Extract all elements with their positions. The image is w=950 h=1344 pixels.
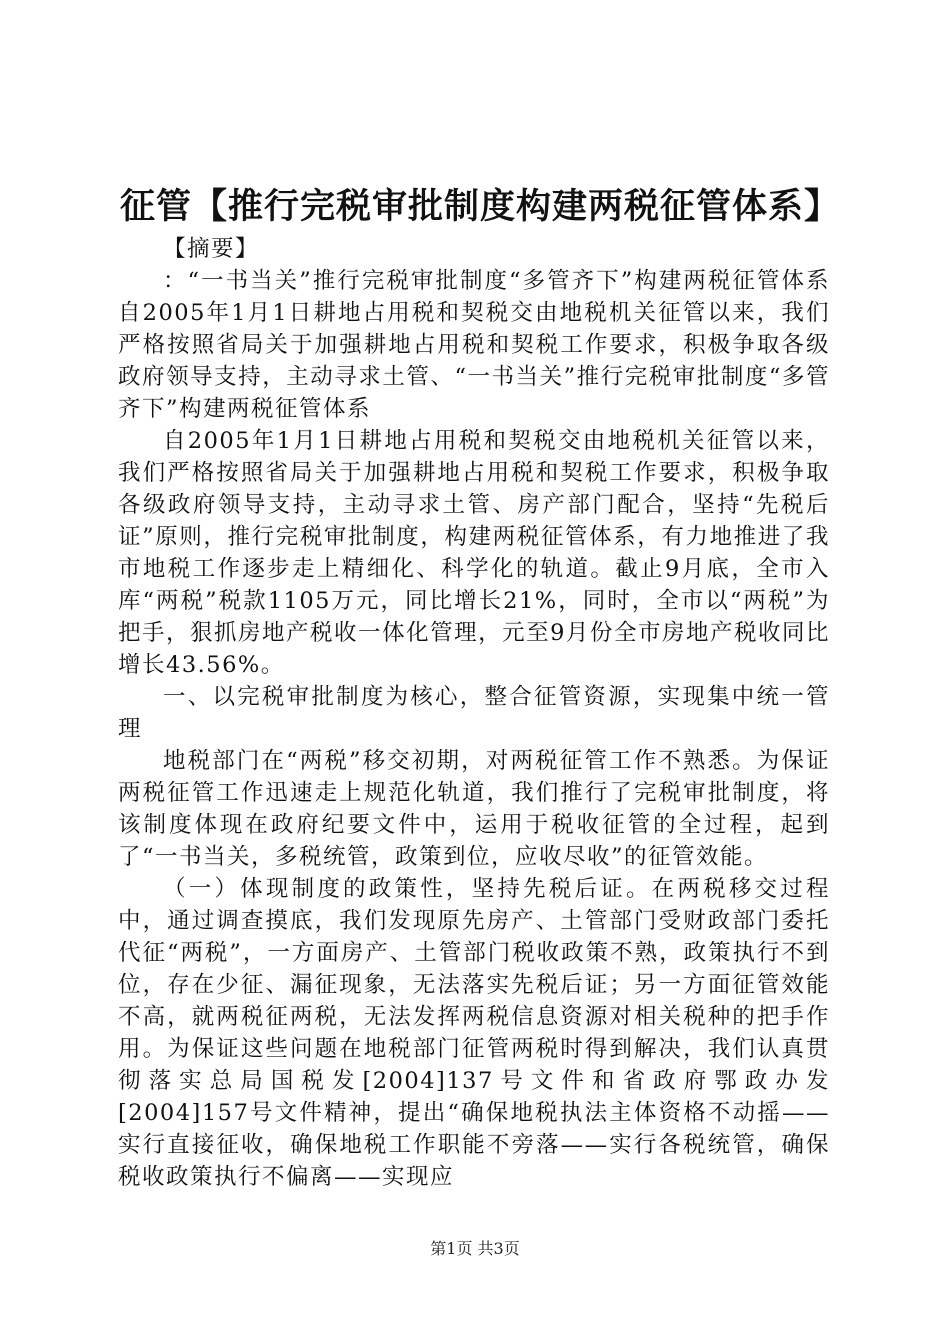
section-paragraph: 地税部门在“两税”移交初期，对两税征管工作不熟悉。为保证两税征管工作迅速走上规范化轨道，我们推行了完税审批制度，将该制度体现在政府纪要文件中，运用于税收征管的全过程，起到了“一书当关，多税统管，政策到位，应收尽收”的征管效能。: [118, 748, 830, 870]
section-heading-1: 一、以完税审批制度为核心，整合征管资源，实现集中统一管理: [118, 684, 830, 742]
page-number: 第1页 共3页: [430, 1239, 520, 1258]
intro-paragraph: 自2005年1月1日耕地占用税和契税交由地税机关征管以来，我们严格按照省局关于加强耕地占用税和契税工作要求，积极争取各级政府领导支持，主动寻求土管、房产部门配合，坚持“先税后证”原则，推行完税审批制度，构建两税征管体系，有力地推进了我市地税工作逐步走上精细化、科学化的轨道。截止9月底，全市入库“两税”税款1105万元，同比增长21%，同时，全市以“两税”为把手，狠抓房地产税收一体化管理，元至9月份全市房地产税收同比增长43.56%。: [118, 428, 830, 678]
subsection-paragraph-1: （一）体现制度的政策性，坚持先税后证。在两税移交过程中，通过调查摸底，我们发现原先房产、土管部门受财政部门委托代征“两税”，一方面房产、土管部门税收政策不熟，政策执行不到位，存在少征、漏征现象，无法落实先税后证；另一方面征管效能不高，就两税征两税，无法发挥两税信息资源对相关税种的把手作用。为保证这些问题在地税部门征管两税时得到解决，我们认真贯彻落实总局国税发[2004]137号文件和省政府鄂政办发[2004]157号文件精神，提出“确保地税执法主体资格不动摇——实行直接征收，确保地税工作职能不旁落——实行各税统管，确保税收政策执行不偏离——实现应: [118, 876, 830, 1190]
document-body: [118, 233, 830, 1193]
document-title: 征管【推行完税审批制度构建两税征管体系】: [120, 187, 841, 227]
abstract-paragraph: ：“一书当关”推行完税审批制度“多管齐下”构建两税征管体系自2005年1月1日耕地占用税和契税交由地税机关征管以来，我们严格按照省局关于加强耕地占用税和契税工作要求，积极争取各级政府领导支持，主动寻求土管、“一书当关”推行完税审批制度“多管齐下”构建两税征管体系: [118, 268, 830, 422]
abstract-label: 【摘要】: [163, 236, 260, 262]
